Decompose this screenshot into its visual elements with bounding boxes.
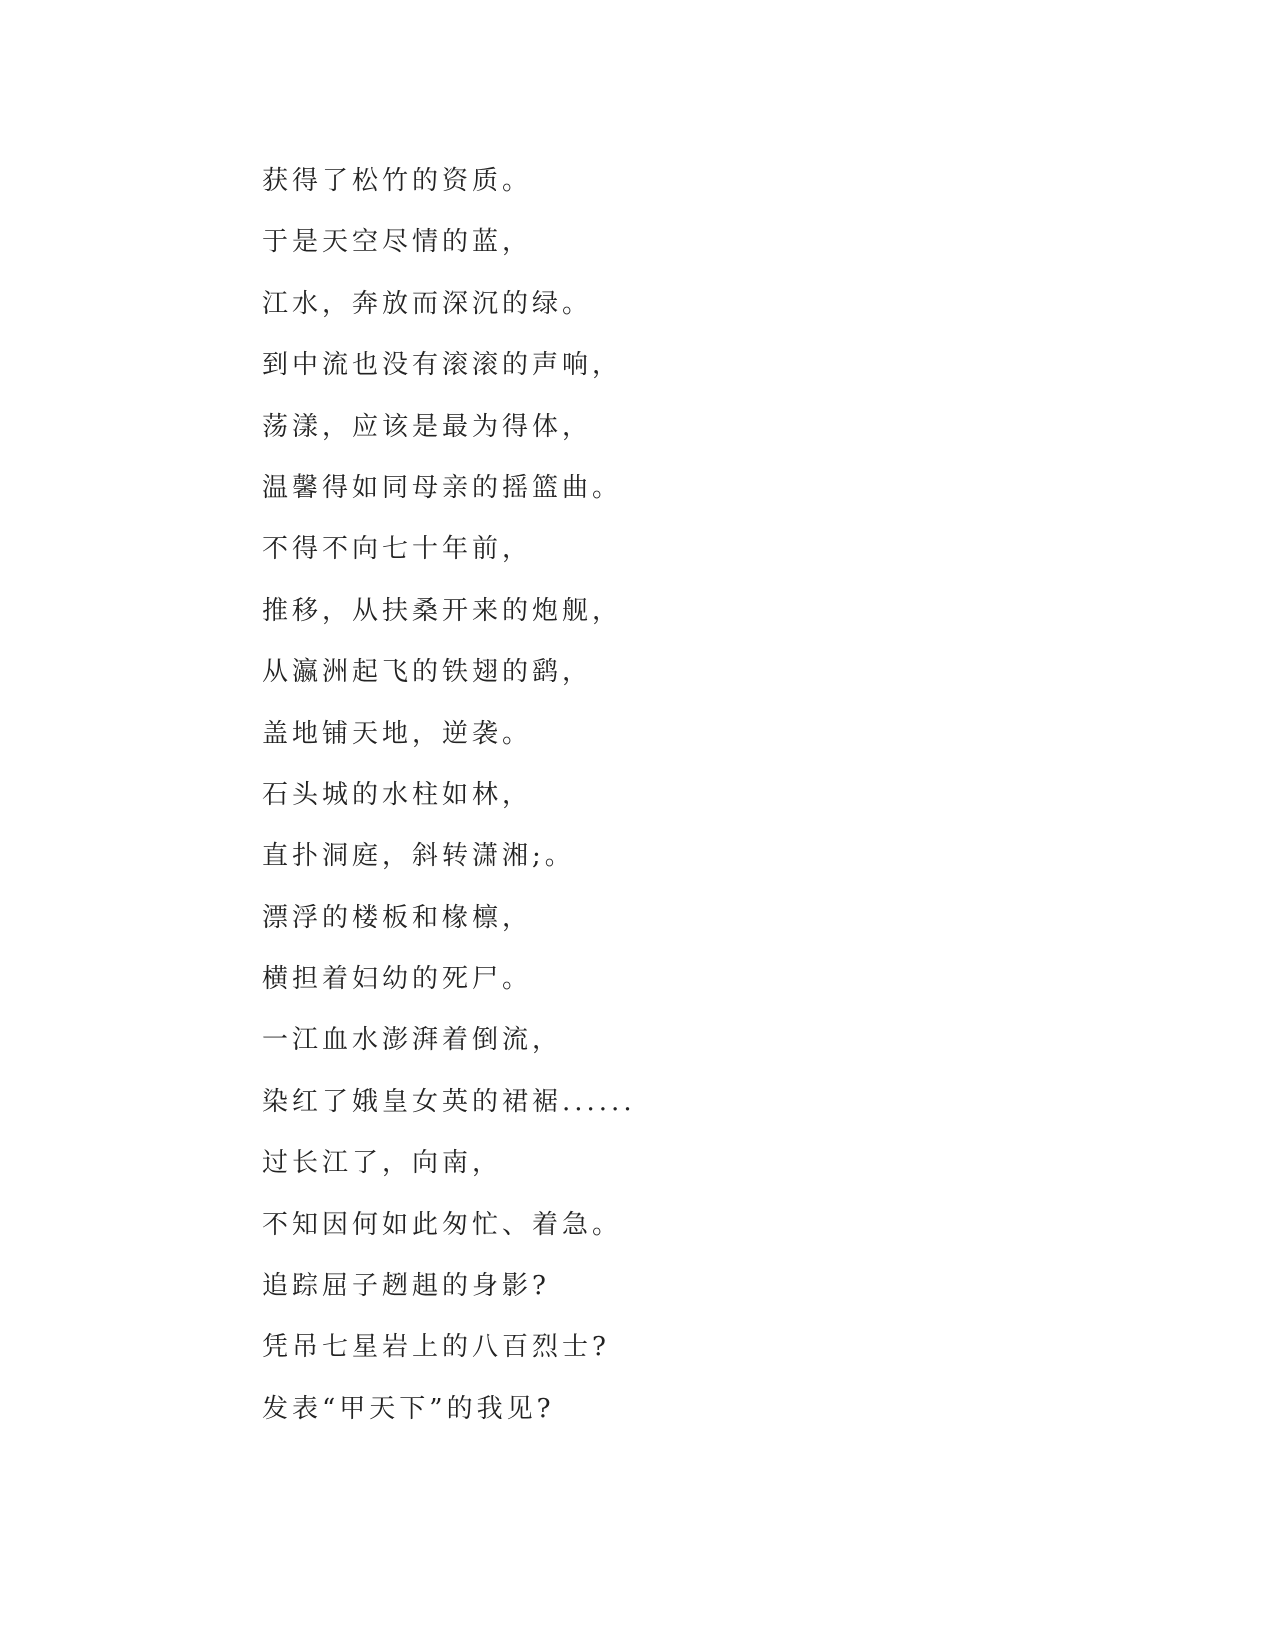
poem-body bbox=[262, 166, 1022, 1455]
poem-line: 追踪屈子趔趄的身影? bbox=[262, 1271, 550, 1302]
poem-line: 不知因何如此匆忙、着急。 bbox=[262, 1209, 623, 1240]
poem-line: 从瀛洲起飞的铁翅的鹞， bbox=[262, 657, 593, 688]
poem-line: 到中流也没有滚滚的声响， bbox=[262, 350, 623, 381]
poem-line: 不得不向七十年前， bbox=[262, 534, 533, 565]
poem-line: 于是天空尽情的蓝， bbox=[262, 227, 533, 258]
poem-line: 发表“甲天下”的我见? bbox=[262, 1393, 555, 1424]
poem-line: 凭吊七星岩上的八百烈士? bbox=[262, 1332, 610, 1363]
poem-line: 温馨得如同母亲的摇篮曲。 bbox=[262, 472, 623, 503]
poem-line: 横担着妇幼的死尸。 bbox=[262, 964, 533, 995]
poem-line: 江水，奔放而深沉的绿。 bbox=[262, 288, 593, 319]
poem-line: 直扑洞庭，斜转潇湘;。 bbox=[262, 841, 575, 872]
poem-line: 漂浮的楼板和椽檩， bbox=[262, 902, 533, 933]
poem-line: 荡漾，应该是最为得体， bbox=[262, 411, 593, 442]
poem-line: 过长江了，向南， bbox=[262, 1148, 503, 1179]
poem-line: 获得了松竹的资质。 bbox=[262, 166, 533, 196]
poem-line: 石头城的水柱如林， bbox=[262, 779, 533, 810]
poem-line: 盖地铺天地，逆袭。 bbox=[262, 718, 533, 749]
poem-line: 推移，从扶桑开来的炮舰， bbox=[262, 595, 623, 626]
poem-line: 一江血水澎湃着倒流， bbox=[262, 1025, 563, 1056]
poem-line: 染红了娥皇女英的裙裾...... bbox=[262, 1086, 636, 1117]
